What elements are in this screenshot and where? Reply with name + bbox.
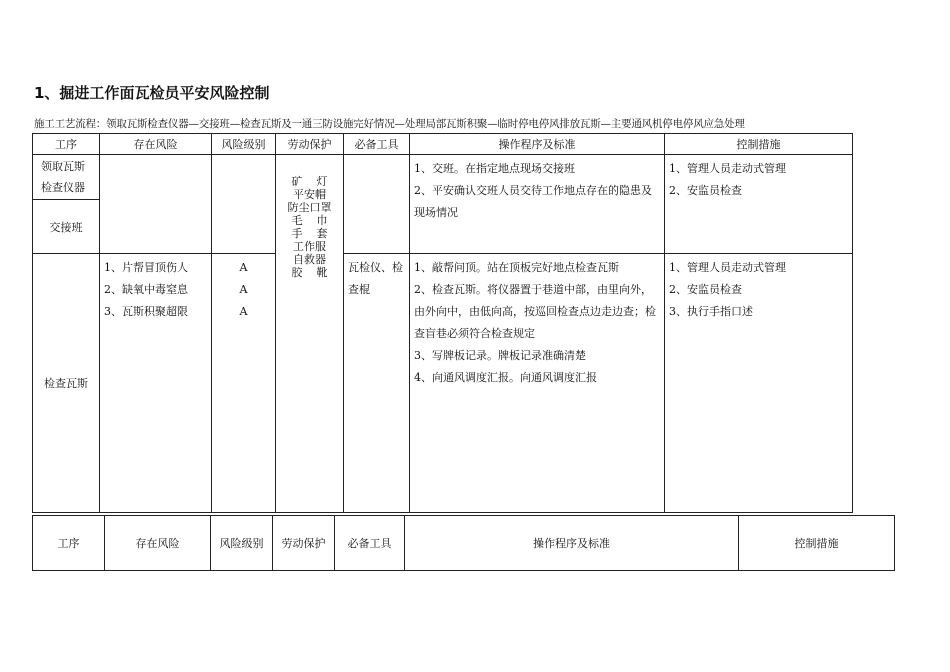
- header-level: 风险级别: [211, 516, 273, 571]
- level-cell: [212, 155, 276, 254]
- level-item: A: [239, 305, 248, 318]
- protection-cell: [276, 155, 344, 513]
- header-control: 控制措施: [739, 516, 895, 571]
- header-level: 风险级别: [212, 134, 276, 155]
- header-procedure: 操作程序及标准: [405, 516, 739, 571]
- table-header-row: [33, 134, 853, 155]
- header-control: 控制措施: [665, 134, 853, 155]
- level-cell: [212, 254, 276, 513]
- control-cell: [665, 155, 853, 254]
- header-risk: 存在风险: [100, 134, 212, 155]
- risk-table: [32, 133, 853, 513]
- level-item: A: [239, 283, 248, 296]
- risk-item: 2、缺氧中毒窒息: [104, 283, 188, 296]
- header-protection: 劳动保护: [276, 134, 344, 155]
- protection-item: 手 套: [291, 227, 328, 240]
- procedure-item: 2、平安确认交班人员交待工作地点存在的隐患及现场情况: [414, 184, 652, 219]
- header-tools: 必备工具: [335, 516, 405, 571]
- control-item: 2、安监员检查: [669, 283, 742, 296]
- protection-item: 工作服: [293, 240, 326, 253]
- procedure-cell: [410, 254, 665, 513]
- procedure-item: 1、交班。在指定地点现场交接班: [414, 162, 575, 175]
- header-process: 工序: [33, 134, 100, 155]
- header-process: 工序: [33, 516, 105, 571]
- protection-item: 胶 靴: [291, 266, 328, 279]
- header-tools: 必备工具: [344, 134, 410, 155]
- control-item: 2、安监员检查: [669, 184, 742, 197]
- procedure-item: 3、写牌板记录。牌板记录准确清楚: [414, 349, 586, 362]
- header-protection: 劳动保护: [273, 516, 335, 571]
- process-cell: 检查瓦斯: [33, 254, 100, 513]
- header-procedure: 操作程序及标准: [410, 134, 665, 155]
- control-cell: [665, 254, 853, 513]
- header-risk: 存在风险: [105, 516, 211, 571]
- table-row: [33, 155, 853, 200]
- protection-item: 防尘口罩: [287, 201, 332, 214]
- protection-item: 平安帽: [293, 188, 326, 201]
- tools-cell: [344, 155, 410, 254]
- risk-cell: [100, 155, 212, 254]
- tools-cell: 瓦检仪、检查棍: [344, 254, 410, 513]
- header-table: [32, 515, 895, 571]
- procedure-item: 4、向通风调度汇报。向通风调度汇报: [414, 371, 597, 384]
- page-title: 1、掘进工作面瓦检员平安风险控制: [34, 84, 270, 102]
- control-item: 1、管理人员走动式管理: [669, 261, 786, 274]
- process-cell: 交接班: [33, 200, 100, 254]
- risk-item: 3、瓦斯积聚超限: [104, 305, 188, 318]
- risk-cell: [100, 254, 212, 513]
- control-item: 1、管理人员走动式管理: [669, 162, 786, 175]
- risk-item: 1、片帮冒顶伤人: [104, 261, 188, 274]
- procedure-cell: [410, 155, 665, 254]
- protection-item: 毛 巾: [291, 214, 328, 227]
- procedure-item: 1、敲帮问顶。站在顶板完好地点检查瓦斯: [414, 261, 619, 274]
- protection-item: 自救器: [293, 253, 326, 266]
- level-item: A: [239, 261, 248, 274]
- process-cell: 领取瓦斯检查仪器: [33, 155, 100, 200]
- protection-item: 矿 灯: [291, 175, 328, 188]
- table-header-row: [33, 516, 895, 571]
- table-row: [33, 254, 853, 513]
- procedure-item: 2、检查瓦斯。将仪器置于巷道中部，由里向外，由外向中，由低向高，按巡回检查点边走边查；检查盲巷必须符合检查规定: [414, 283, 656, 340]
- process-flow: 施工工艺流程：领取瓦斯检查仪器—交接班—检查瓦斯及一通三防设施完好情况—处理局部瓦斯积聚—临时停电停风排放瓦斯—主要通风机停电停风应急处理: [34, 118, 745, 130]
- control-item: 3、执行手指口述: [669, 305, 753, 318]
